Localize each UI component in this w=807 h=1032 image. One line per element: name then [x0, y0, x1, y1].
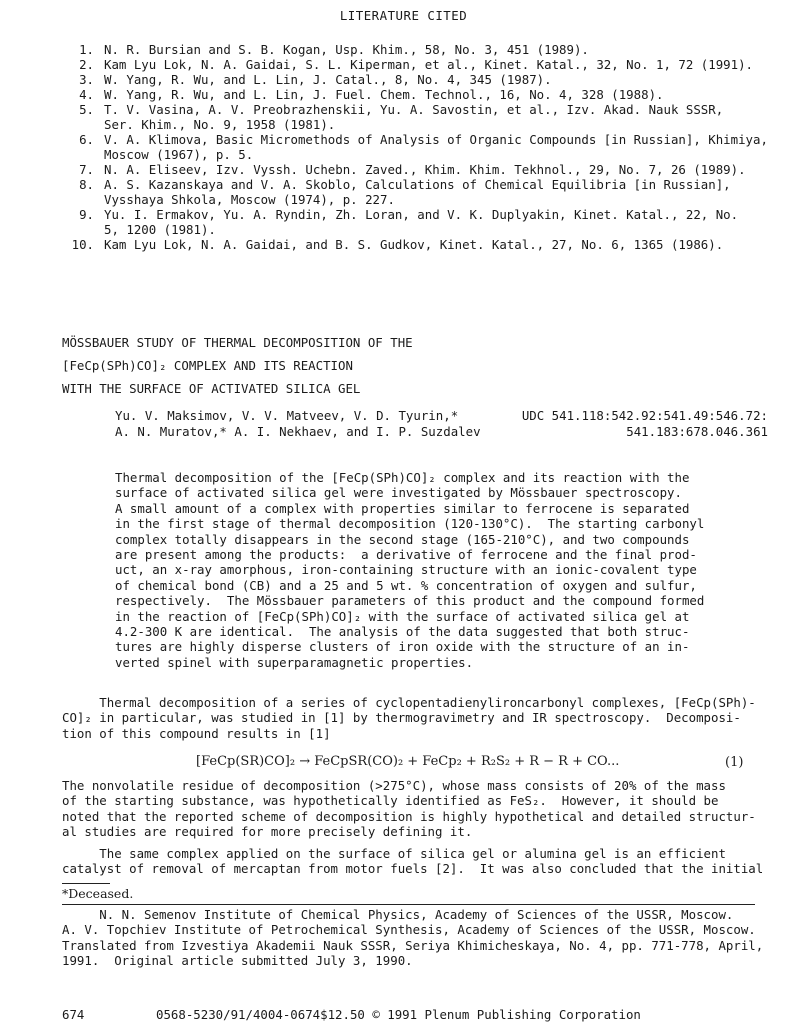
reference-item	[48, 207, 768, 222]
reference-text: W. Yang, R. Wu, and L. Lin, J. Catal., 8, No. 4, 345 (1987).	[104, 72, 552, 87]
reference-item	[48, 102, 768, 117]
abstract-line: tures are highly disperse clusters of iron oxide with the structure of an in-	[115, 639, 690, 655]
deceased-footnote: *Deceased.	[62, 886, 134, 901]
reference-number: 3.	[79, 72, 94, 87]
abstract-line: are present among the products: a derivative of ferrocene and the final prod-	[115, 547, 697, 563]
reference-text: A. S. Kazanskaya and V. A. Skoblo, Calculations of Chemical Equilibria [in Russian],	[104, 177, 731, 192]
reference-text: Moscow (1967), p. 5.	[104, 147, 254, 162]
abstract-line: respectively. The Mössbauer parameters of this product and the compound formed	[115, 593, 705, 609]
paragraph-line: Thermal decomposition of a series of cyclopentadienylironcarbonyl complexes, [FeCp(SPh)-	[62, 695, 756, 710]
reference-text: V. A. Klimova, Basic Micromethods of Analysis of Organic Compounds [in Russian], Khimiya,	[104, 132, 768, 147]
equation-number: (1)	[725, 755, 744, 770]
affiliation-line: 1991. Original article submitted July 3, 1990.	[62, 953, 413, 969]
reference-text: T. V. Vasina, A. V. Preobrazhenskii, Yu. A. Savostin, et al., Izv. Akad. Nauk SSSR,	[104, 102, 724, 117]
equation-1: [FeCp(SR)CO]₂ → FeCpSR(CO)₂ + FeCp₂ + R₂S₂ + R − R + CO...	[196, 754, 620, 769]
paragraph-line: noted that the reported scheme of decomposition is highly hypothetical and detailed structur-	[62, 808, 756, 824]
paragraph-line: The same complex applied on the surface of silica gel or alumina gel is an efficient	[62, 846, 726, 861]
reference-item	[48, 237, 768, 252]
reference-item	[48, 132, 768, 147]
reference-item	[48, 147, 768, 162]
article-authors	[115, 408, 481, 440]
reference-text: Kam Lyu Lok, N. A. Gaidai, and B. S. Gudkov, Kinet. Katal., 27, No. 6, 1365 (1986).	[104, 237, 724, 252]
abstract-line: in the reaction of [FeCp(SPh)CO]₂ with the surface of activated silica gel at	[115, 608, 690, 624]
abstract-line: 4.2-300 K are identical. The analysis of the data suggested that both struc-	[115, 624, 690, 640]
reference-item	[48, 42, 768, 57]
abstract-line: surface of activated silica gel were investigated by Mössbauer spectroscopy.	[115, 485, 682, 501]
reference-number: 6.	[79, 132, 94, 147]
body-paragraph-2	[62, 778, 762, 840]
reference-list	[48, 42, 768, 252]
title-line: MÖSSBAUER STUDY OF THERMAL DECOMPOSITION OF THE	[62, 335, 413, 350]
reference-text: Ser. Khim., No. 9, 1958 (1981).	[104, 117, 336, 132]
paragraph-line: al studies are required for more precisely defining it.	[62, 824, 473, 840]
reference-text: Yu. I. Ermakov, Yu. A. Ryndin, Zh. Loran, and V. K. Duplyakin, Kinet. Katal., 22, No.	[104, 207, 739, 222]
reference-number: 5.	[79, 102, 94, 117]
reference-item	[48, 87, 768, 102]
udc-line: 541.183:678.046.361	[626, 424, 768, 439]
publication-line: 0568-5230/91/4004-0674$12.50 © 1991 Plenum Publishing Corporation	[156, 1007, 641, 1022]
udc-classification	[495, 408, 768, 440]
affiliation-line: Translated from Izvestiya Akademii Nauk SSSR, Seriya Khimicheskaya, No. 4, pp. 771-778, April,	[62, 937, 764, 953]
reference-text: N. R. Bursian and S. B. Kogan, Usp. Khim., 58, No. 3, 451 (1989).	[104, 42, 589, 57]
reference-text: Vysshaya Shkola, Moscow (1974), p. 227.	[104, 192, 395, 207]
abstract-line: in the first stage of thermal decomposition (120-130°C). The starting carbonyl	[115, 516, 705, 532]
reference-text: Kam Lyu Lok, N. A. Gaidai, S. L. Kiperman, et al., Kinet. Katal., 32, No. 1, 72 (1991).	[104, 57, 754, 72]
abstract	[115, 470, 715, 670]
author-line: A. N. Muratov,* A. I. Nekhaev, and I. P. Suzdalev	[115, 424, 481, 439]
reference-number: 7.	[79, 162, 94, 177]
affiliation-line: N. N. Semenov Institute of Chemical Physics, Academy of Sciences of the USSR, Moscow.	[62, 907, 734, 922]
reference-item	[48, 57, 768, 72]
reference-number: 10.	[71, 237, 94, 252]
page-number: 674	[62, 1007, 85, 1022]
reference-text: W. Yang, R. Wu, and L. Lin, J. Fuel. Chem. Technol., 16, No. 4, 328 (1988).	[104, 87, 664, 102]
abstract-line: uct, an x-ray amorphous, iron-containing structure with an ionic-covalent type	[115, 562, 697, 578]
reference-number: 4.	[79, 87, 94, 102]
affiliation-line: A. V. Topchiev Institute of Petrochemical Synthesis, Academy of Sciences of the USSR, Moscow.	[62, 922, 756, 938]
reference-number: 1.	[79, 42, 94, 57]
reference-text: N. A. Eliseev, Izv. Vyssh. Uchebn. Zaved., Khim. Khim. Tekhnol., 29, No. 7, 26 (1989).	[104, 162, 746, 177]
body-paragraph-1	[62, 695, 762, 741]
abstract-line: of chemical bond (CB) and a 25 and 5 wt. % concentration of oxygen and sulfur,	[115, 577, 697, 593]
title-line: WITH THE SURFACE OF ACTIVATED SILICA GEL	[62, 381, 361, 396]
reference-number: 9.	[79, 207, 94, 222]
abstract-line: complex totally disappears in the second stage (165-210°C), and two compounds	[115, 531, 690, 547]
reference-number: 2.	[79, 57, 94, 72]
paragraph-line: The nonvolatile residue of decomposition (>275°C), whose mass consists of 20% of the mass	[62, 778, 726, 793]
abstract-line: A small amount of a complex with properties similar to ferrocene is separated	[115, 500, 690, 516]
reference-item	[48, 117, 768, 132]
reference-number	[48, 117, 104, 132]
abstract-line: verted spinel with superparamagnetic properties.	[115, 654, 474, 670]
reference-item	[48, 177, 768, 192]
abstract-line: Thermal decomposition of the [FeCp(SPh)CO]₂ complex and its reaction with the	[115, 470, 690, 485]
reference-item	[48, 222, 768, 237]
article-title	[62, 331, 413, 400]
footnote-rule	[62, 883, 110, 884]
reference-item	[48, 162, 768, 177]
reference-number	[48, 222, 104, 237]
body-paragraph-3	[62, 846, 762, 877]
reference-number	[48, 192, 104, 207]
literature-cited-heading: LITERATURE CITED	[339, 8, 468, 23]
reference-item	[48, 72, 768, 87]
author-line: Yu. V. Maksimov, V. V. Matveev, V. D. Tyurin,*	[115, 408, 459, 423]
title-line: [FeCp(SPh)CO]₂ COMPLEX AND ITS REACTION	[62, 358, 353, 373]
udc-line: UDC 541.118:542.92:541.49:546.72:	[521, 408, 768, 423]
affiliation-rule	[62, 904, 755, 905]
reference-number	[48, 147, 104, 162]
reference-number: 8.	[79, 177, 94, 192]
reference-item	[48, 192, 768, 207]
paragraph-line: of the starting substance, was hypothetically identified as FeS₂. However, it should be	[62, 793, 719, 809]
paragraph-line: catalyst of removal of mercaptan from motor fuels [2]. It was also concluded that the initial	[62, 861, 764, 877]
paragraph-line: tion of this compound results in [1]	[62, 725, 331, 741]
paragraph-line: CO]₂ in particular, was studied in [1] by thermogravimetry and IR spectroscopy. Decomposi-	[62, 710, 741, 726]
affiliation-block	[62, 907, 763, 969]
reference-text: 5, 1200 (1981).	[104, 222, 216, 237]
